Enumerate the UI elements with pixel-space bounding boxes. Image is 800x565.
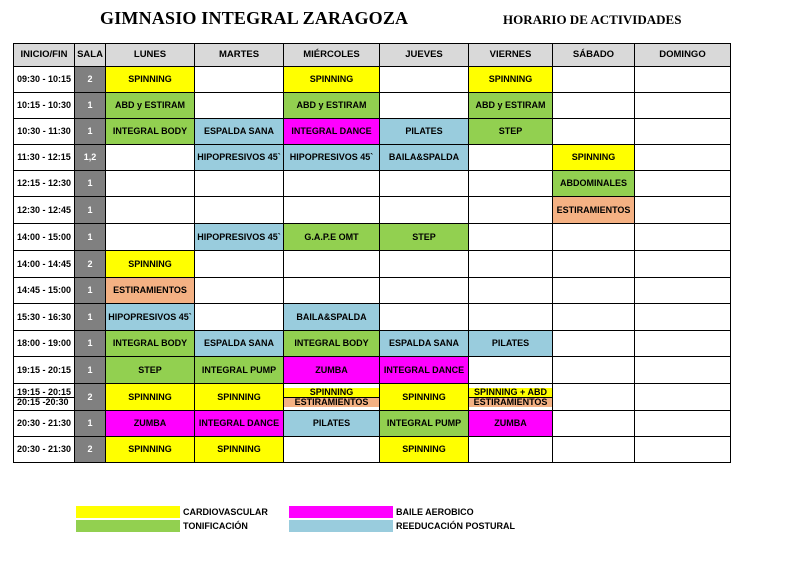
empty-cell xyxy=(195,93,284,119)
column-header-sala: SALA xyxy=(75,44,106,67)
empty-cell xyxy=(469,357,553,384)
time-part: 20:15 -20:30 xyxy=(14,397,74,407)
schedule-row xyxy=(14,119,731,145)
activity-part-estiramientos: ESTIRAMIENTOS xyxy=(284,397,379,407)
activity-cell-integral-body: INTEGRAL BODY xyxy=(106,331,195,357)
activity-cell-abd-y-estiram: ABD y ESTIRAM xyxy=(284,93,380,119)
activity-part-spinning: SPINNING xyxy=(284,388,379,397)
legend-item-tonificacion xyxy=(76,520,248,532)
activity-cell-integral-pump: INTEGRAL PUMP xyxy=(195,357,284,384)
legend-label: TONIFICACIÓN xyxy=(183,521,248,531)
column-header-lunes: LUNES xyxy=(106,44,195,67)
column-header-martes: MARTES xyxy=(195,44,284,67)
schedule-row xyxy=(14,93,731,119)
activity-cell-espalda-sana: ESPALDA SANA xyxy=(195,119,284,145)
activity-cell-abdominales: ABDOMINALES xyxy=(553,171,635,197)
schedule-row xyxy=(14,145,731,171)
empty-cell xyxy=(380,171,469,197)
empty-cell xyxy=(635,251,731,278)
column-header-domingo: DOMINGO xyxy=(635,44,731,67)
time-cell: 20:30 - 21:30 xyxy=(14,411,75,437)
time-cell: 18:00 - 19:00 xyxy=(14,331,75,357)
sala-cell: 2 xyxy=(75,67,106,93)
legend-swatch xyxy=(76,520,180,532)
schedule-row xyxy=(14,437,731,463)
empty-cell xyxy=(635,224,731,251)
time-cell: 11:30 - 12:15 xyxy=(14,145,75,171)
activity-cell-spinning: SPINNING xyxy=(380,437,469,463)
empty-cell xyxy=(469,171,553,197)
empty-cell xyxy=(469,251,553,278)
time-cell: 12:30 - 12:45 xyxy=(14,197,75,224)
empty-cell xyxy=(553,93,635,119)
empty-cell xyxy=(380,67,469,93)
empty-cell xyxy=(635,119,731,145)
empty-cell xyxy=(284,171,380,197)
activity-cell-step: STEP xyxy=(380,224,469,251)
activity-cell-espalda-sana: ESPALDA SANA xyxy=(380,331,469,357)
activity-cell-split xyxy=(469,384,553,411)
activity-cell-spinning: SPINNING xyxy=(195,384,284,411)
empty-cell xyxy=(380,304,469,331)
empty-cell xyxy=(106,145,195,171)
empty-cell xyxy=(195,67,284,93)
sala-cell: 1 xyxy=(75,331,106,357)
schedule-row xyxy=(14,331,731,357)
sala-cell: 1 xyxy=(75,197,106,224)
activity-cell-estiramientos: ESTIRAMIENTOS xyxy=(106,278,195,304)
activity-part-spinning-abd: SPINNING + ABD xyxy=(469,388,552,397)
empty-cell xyxy=(635,171,731,197)
sala-cell: 2 xyxy=(75,437,106,463)
legend-label: BAILE AEROBICO xyxy=(396,507,474,517)
activity-cell-abd-y-estiram: ABD y ESTIRAM xyxy=(106,93,195,119)
column-header-viernes: VIERNES xyxy=(469,44,553,67)
activity-cell-g-a-p-e-omt: G.A.P.E OMT xyxy=(284,224,380,251)
activity-cell-baila-spalda: BAILA&SPALDA xyxy=(284,304,380,331)
time-cell: 20:30 - 21:30 xyxy=(14,437,75,463)
activity-cell-integral-body: INTEGRAL BODY xyxy=(284,331,380,357)
sala-cell: 1 xyxy=(75,357,106,384)
empty-cell xyxy=(380,278,469,304)
activity-cell-baila-spalda: BAILA&SPALDA xyxy=(380,145,469,171)
sala-cell: 2 xyxy=(75,384,106,411)
activity-cell-spinning: SPINNING xyxy=(106,251,195,278)
sala-cell: 1 xyxy=(75,224,106,251)
empty-cell xyxy=(284,251,380,278)
activity-cell-spinning: SPINNING xyxy=(106,437,195,463)
column-header-jueves: JUEVES xyxy=(380,44,469,67)
activity-cell-step: STEP xyxy=(106,357,195,384)
activity-cell-estiramientos: ESTIRAMIENTOS xyxy=(553,197,635,224)
header-row xyxy=(14,44,731,67)
empty-cell xyxy=(553,331,635,357)
empty-cell xyxy=(635,93,731,119)
empty-cell xyxy=(635,67,731,93)
schedule-row xyxy=(14,67,731,93)
empty-cell xyxy=(380,197,469,224)
time-cell: 19:15 - 20:15 xyxy=(14,357,75,384)
column-header-inicio-fin: INICIO/FIN xyxy=(14,44,75,67)
empty-cell xyxy=(284,197,380,224)
schedule-table xyxy=(13,43,731,463)
empty-cell xyxy=(195,197,284,224)
time-cell: 10:30 - 11:30 xyxy=(14,119,75,145)
legend-label: REEDUCACIÓN POSTURAL xyxy=(396,521,516,531)
empty-cell xyxy=(635,197,731,224)
legend-item-reeducacion-postural xyxy=(289,520,515,532)
activity-cell-hipopresivos-45: HIPOPRESIVOS 45` xyxy=(284,145,380,171)
empty-cell xyxy=(106,197,195,224)
sala-cell: 1 xyxy=(75,119,106,145)
legend-item-cardiovascular xyxy=(76,506,268,518)
empty-cell xyxy=(380,93,469,119)
activity-cell-spinning: SPINNING xyxy=(195,437,284,463)
activity-cell-pilates: PILATES xyxy=(284,411,380,437)
empty-cell xyxy=(469,437,553,463)
time-cell: 15:30 - 16:30 xyxy=(14,304,75,331)
empty-cell xyxy=(635,331,731,357)
time-part: 19:15 - 20:15 xyxy=(17,386,72,397)
time-cell: 14:45 - 15:00 xyxy=(14,278,75,304)
sala-cell: 1 xyxy=(75,93,106,119)
activity-cell-integral-dance: INTEGRAL DANCE xyxy=(284,119,380,145)
legend-item-baile-aerobico xyxy=(289,506,474,518)
sala-cell: 2 xyxy=(75,251,106,278)
schedule-row xyxy=(14,357,731,384)
column-header-miercoles: MIÉRCOLES xyxy=(284,44,380,67)
legend-label: CARDIOVASCULAR xyxy=(183,507,268,517)
empty-cell xyxy=(553,411,635,437)
empty-cell xyxy=(380,251,469,278)
sala-cell: 1 xyxy=(75,278,106,304)
sala-cell: 1 xyxy=(75,304,106,331)
empty-cell xyxy=(284,437,380,463)
schedule-row-split xyxy=(14,384,731,411)
page-title: GIMNASIO INTEGRAL ZARAGOZA xyxy=(100,8,409,28)
empty-cell xyxy=(635,278,731,304)
sala-cell: 1 xyxy=(75,411,106,437)
time-cell: 09:30 - 10:15 xyxy=(14,67,75,93)
empty-cell xyxy=(469,278,553,304)
empty-cell xyxy=(635,357,731,384)
empty-cell xyxy=(553,304,635,331)
activity-cell-abd-y-estiram: ABD y ESTIRAM xyxy=(469,93,553,119)
activity-cell-integral-pump: INTEGRAL PUMP xyxy=(380,411,469,437)
schedule-body xyxy=(14,67,731,463)
activity-cell-spinning: SPINNING xyxy=(469,67,553,93)
activity-cell-espalda-sana: ESPALDA SANA xyxy=(195,331,284,357)
activity-cell-hipopresivos-45: HIPOPRESIVOS 45` xyxy=(195,145,284,171)
time-cell: 14:00 - 15:00 xyxy=(14,224,75,251)
empty-cell xyxy=(106,171,195,197)
empty-cell xyxy=(469,224,553,251)
schedule-row xyxy=(14,251,731,278)
activity-cell-hipopresivos-45: HIPOPRESIVOS 45` xyxy=(106,304,195,331)
legend-swatch xyxy=(76,506,180,518)
empty-cell xyxy=(553,119,635,145)
empty-cell xyxy=(553,437,635,463)
empty-cell xyxy=(553,357,635,384)
schedule-row xyxy=(14,411,731,437)
legend-swatch xyxy=(289,506,393,518)
activity-cell-zumba: ZUMBA xyxy=(284,357,380,384)
time-cell: 12:15 - 12:30 xyxy=(14,171,75,197)
empty-cell xyxy=(284,278,380,304)
empty-cell xyxy=(195,278,284,304)
legend-swatch xyxy=(289,520,393,532)
time-cell: 14:00 - 14:45 xyxy=(14,251,75,278)
time-cell: 10:15 - 10:30 xyxy=(14,93,75,119)
time-cell-split xyxy=(14,384,75,411)
schedule-row xyxy=(14,197,731,224)
activity-cell-pilates: PILATES xyxy=(469,331,553,357)
activity-cell-spinning: SPINNING xyxy=(106,67,195,93)
empty-cell xyxy=(195,251,284,278)
column-header-sabado: SÁBADO xyxy=(553,44,635,67)
schedule-row xyxy=(14,278,731,304)
empty-cell xyxy=(195,304,284,331)
activity-cell-spinning: SPINNING xyxy=(106,384,195,411)
empty-cell xyxy=(635,145,731,171)
empty-cell xyxy=(635,411,731,437)
schedule-row xyxy=(14,224,731,251)
empty-cell xyxy=(635,304,731,331)
activity-cell-integral-body: INTEGRAL BODY xyxy=(106,119,195,145)
activity-cell-split xyxy=(284,384,380,411)
sala-cell: 1 xyxy=(75,171,106,197)
activity-cell-spinning: SPINNING xyxy=(553,145,635,171)
page-subtitle: HORARIO DE ACTIVIDADES xyxy=(503,12,682,27)
empty-cell xyxy=(553,67,635,93)
empty-cell xyxy=(553,224,635,251)
schedule-row xyxy=(14,171,731,197)
activity-cell-integral-dance: INTEGRAL DANCE xyxy=(195,411,284,437)
activity-cell-zumba: ZUMBA xyxy=(106,411,195,437)
activity-cell-hipopresivos-45: HIPOPRESIVOS 45` xyxy=(195,224,284,251)
empty-cell xyxy=(553,278,635,304)
schedule-row xyxy=(14,304,731,331)
empty-cell xyxy=(553,384,635,411)
empty-cell xyxy=(469,197,553,224)
empty-cell xyxy=(469,145,553,171)
empty-cell xyxy=(553,251,635,278)
activity-part-estiramientos: ESTIRAMIENTOS xyxy=(469,397,552,407)
sala-cell: 1,2 xyxy=(75,145,106,171)
activity-cell-step: STEP xyxy=(469,119,553,145)
empty-cell xyxy=(106,224,195,251)
activity-cell-pilates: PILATES xyxy=(380,119,469,145)
empty-cell xyxy=(635,384,731,411)
activity-cell-zumba: ZUMBA xyxy=(469,411,553,437)
empty-cell xyxy=(635,437,731,463)
empty-cell xyxy=(469,304,553,331)
activity-cell-integral-dance: INTEGRAL DANCE xyxy=(380,357,469,384)
activity-cell-spinning: SPINNING xyxy=(284,67,380,93)
empty-cell xyxy=(195,171,284,197)
activity-cell-spinning: SPINNING xyxy=(380,384,469,411)
